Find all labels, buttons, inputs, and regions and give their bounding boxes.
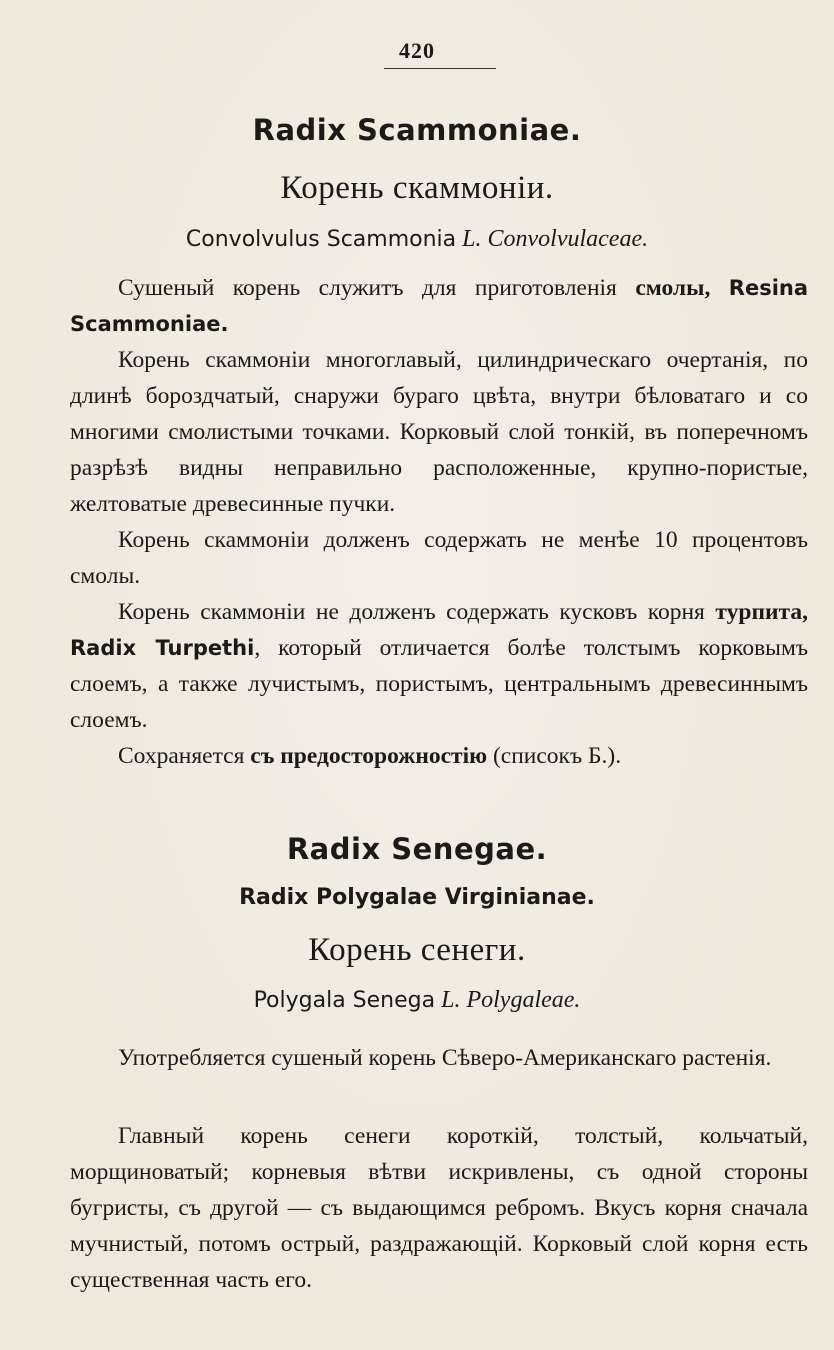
paragraph-usage: Сушеный корень служитъ для приготовленiя смолы, Resina Scammoniae. bbox=[70, 275, 809, 336]
species2-latin: Polygala Senega bbox=[253, 988, 436, 1013]
section2-title-latin: Radix Senegae. bbox=[286, 832, 548, 866]
page-number: 420 bbox=[399, 38, 435, 63]
species2-author-family: L. Polygaleae. bbox=[441, 987, 581, 1013]
paragraph-adulterant: Корень скаммонiи не долженъ содержать кусковъ корня турпита, Radix Turpethi, который отличается болѣе толстымъ корковымъ слоемъ, а также лучистымъ, пористымъ, центральнымъ древесиннымъ слоемъ. bbox=[70, 599, 808, 733]
section-title-russian: Корень скаммонiи. bbox=[280, 170, 554, 206]
species-name bbox=[0, 226, 834, 253]
paragraph-description: Корень скаммонiи многоглавый, цилиндрическаго очертанiя, по длинѣ бороздчатый, снаружи бураго цвѣта, внутри бѣловатаго и со многими смолистыми точками. Корковый слой тонкiй, въ поперечномъ разрѣзѣ видны неправильно расположенные, крупно-пористые, желтоватые древесинные пучки. bbox=[70, 347, 808, 517]
header-rule bbox=[384, 68, 496, 69]
species2-name bbox=[0, 987, 834, 1014]
species-author-family: L. Convolvulaceae. bbox=[462, 226, 649, 252]
section2-subtitle-latin: Radix Polygalae Virginianae. bbox=[239, 885, 595, 910]
section-title-latin: Radix Scammoniae. bbox=[252, 113, 582, 147]
paragraph-storage: Сохраняется съ предосторожностiю (списокъ Б.). bbox=[118, 743, 622, 769]
section2-title-russian: Корень сенеги. bbox=[308, 932, 526, 968]
paragraph2-usage: Употребляется сушеный корень Сѣверо-Американскаго растенiя. bbox=[118, 1045, 772, 1071]
paragraph-resin-content: Корень скаммонiи долженъ содержать не менѣе 10 процентовъ смолы. bbox=[70, 527, 808, 589]
paragraph2-description: Главный корень сенеги короткiй, толстый, кольчатый, морщиноватый; корневыя вѣтви искривлены, съ одной стороны бугристы, съ другой — съ выдающимся ребромъ. Вкусъ корня сначала мучнистый, потомъ острый, раздражающiй. Корковый слой корня есть существенная часть его. bbox=[70, 1123, 808, 1293]
species-latin: Convolvulus Scammonia bbox=[185, 227, 457, 252]
